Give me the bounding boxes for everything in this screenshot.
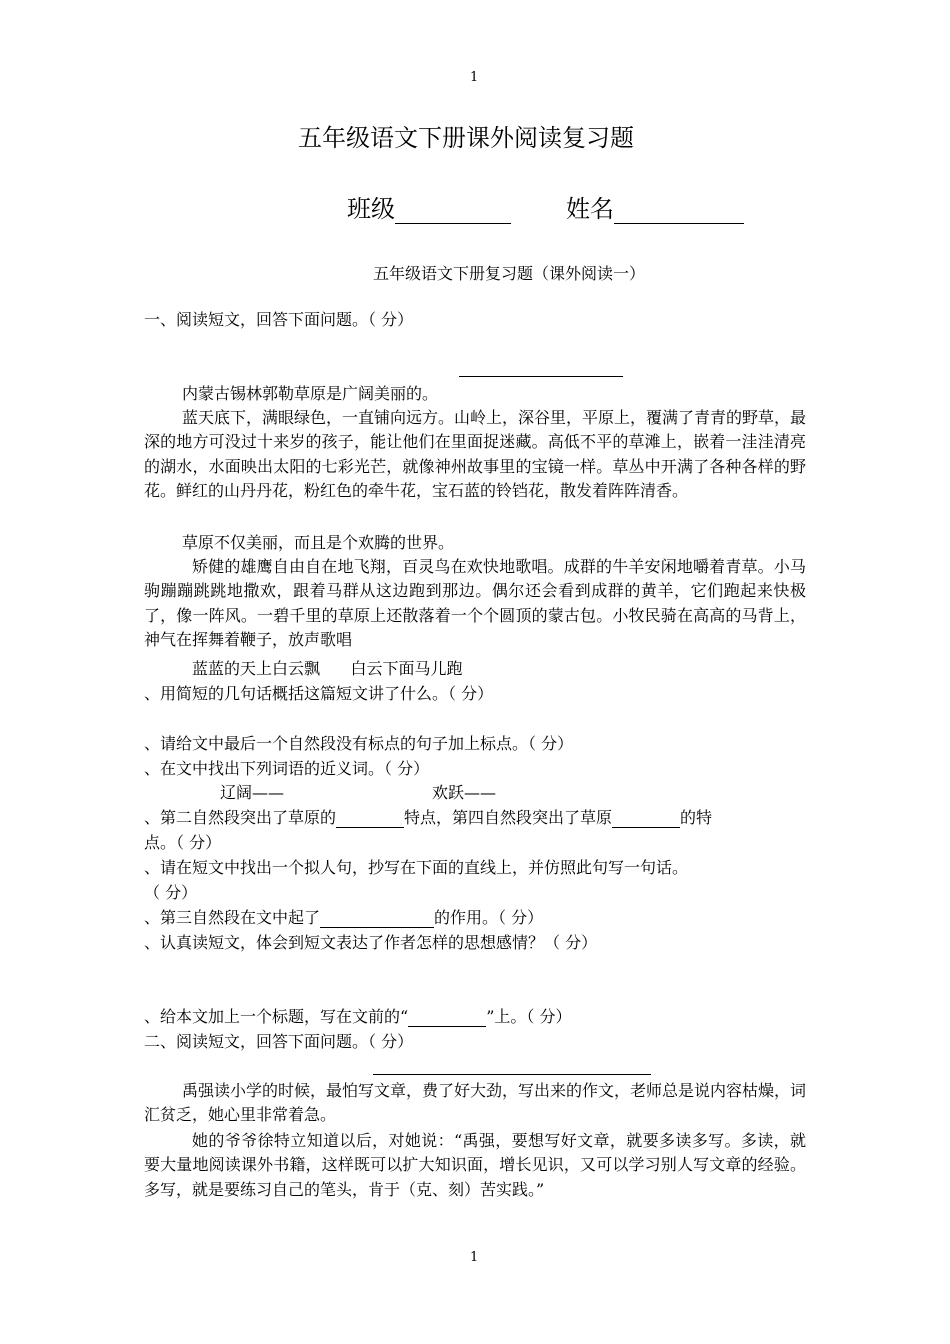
question-1: 、用简短的几句话概括这篇短文讲了什么。（ 分） xyxy=(144,684,494,703)
title-blank-line-1[interactable] xyxy=(459,376,623,377)
name-blank[interactable] xyxy=(614,189,744,224)
question-4 xyxy=(144,805,712,828)
synonym-word-1: 辽阔—— xyxy=(220,783,285,802)
q4-blank-1[interactable] xyxy=(336,809,404,828)
section2-paragraph-1: 禹强读小学的时候，最怕写文章，费了好大劲，写出来的作文，老师总是说内容枯燥，词汇贫乏，她心里非常着急。 xyxy=(144,1081,807,1125)
question-5-continued: （ 分） xyxy=(144,883,198,902)
page-number-top: 1 xyxy=(470,70,479,85)
section2-paragraph-2: 她的爷爷徐特立知道以后，对她说：“禹强，要想写好文章，就要多读多写。多读，就要大量地阅读课外书籍，这样既可以扩大知识面，增长见识，又可以学习别人写文章的经验。多写，就是要练习自己的笔头，肯于（克、刻）苦实践。” xyxy=(144,1131,806,1199)
section1-heading: 一、阅读短文，回答下面问题。（ 分） xyxy=(144,310,414,329)
synonym-word-2: 欢跃—— xyxy=(432,783,497,802)
name-field xyxy=(566,189,744,224)
question-8 xyxy=(144,1004,571,1027)
section1-paragraph-2: 蓝天底下，满眼绿色，一直铺向远方。山岭上，深谷里，平原上，覆满了青青的野草，最深的地方可没过十来岁的孩子，能让他们在里面捉迷藏。高低不平的草滩上，嵌着一洼洼清亮的湖水，水面映出太阳的七彩光芒，就像神州故事里的宝镜一样。草丛中开满了各种各样的野花。鲜红的山丹丹花，粉红色的牵牛花，宝石蓝的铃铛花，散发着阵阵清香。 xyxy=(144,408,807,500)
section2-heading: 二、阅读短文，回答下面问题。（ 分） xyxy=(144,1032,414,1051)
title-blank-line-2[interactable] xyxy=(373,1074,651,1075)
section-subtitle: 五年级语文下册复习题（课外阅读一） xyxy=(373,264,646,283)
document-title: 五年级语文下册课外阅读复习题 xyxy=(298,124,634,152)
question-8-part-a: 、给本文加上一个标题，写在文前的“ xyxy=(144,1007,409,1026)
section1-paragraph-1: 内蒙古锡林郭勒草原是广阔美丽的。 xyxy=(182,384,439,403)
q6-blank[interactable] xyxy=(320,909,434,928)
section1-paragraph-5: 蓝蓝的天上白云飘 白云下面马儿跑 xyxy=(192,659,463,678)
class-blank[interactable] xyxy=(395,189,511,224)
question-6-part-b: 的作用。（ 分） xyxy=(434,908,544,927)
name-label: 姓名 xyxy=(566,195,614,223)
question-6-part-a: 、第三自然段在文中起了 xyxy=(144,908,321,927)
q8-blank[interactable] xyxy=(408,1008,486,1027)
question-3: 、在文中找出下列词语的近义词。（ 分） xyxy=(144,759,430,778)
section1-paragraph-4: 矫健的雄鹰自由自在地飞翔，百灵鸟在欢快地歌唱。成群的牛羊安闲地嚼着青草。小马驹蹦蹦跳跳地撒欢，跟着马群从这边跑到那边。偶尔还会看到成群的黄羊，它们跑起来快极了，像一阵风。一碧千里的草原上还散落着一个个圆顶的蒙古包。小牧民骑在高高的马背上，神气在挥舞着鞭子，放声歌唱 xyxy=(144,557,806,649)
question-4-continued: 点。（ 分） xyxy=(144,833,222,852)
question-7: 、认真读短文，体会到短文表达了作者怎样的思想感情？（ 分） xyxy=(144,933,598,952)
question-4-part-a: 、第二自然段突出了草原的 xyxy=(144,808,337,827)
question-4-part-b: 特点，第四自然段突出了草原 xyxy=(404,808,613,827)
question-4-part-c: 的特 xyxy=(680,808,713,827)
question-8-part-b: ”上。（ 分） xyxy=(486,1007,572,1026)
question-2: 、请给文中最后一个自然段没有标点的句子加上标点。（ 分） xyxy=(144,734,574,753)
page-number-bottom: 1 xyxy=(470,1250,479,1265)
question-5: 、请在短文中找出一个拟人句，抄写在下面的直线上，并仿照此句写一句话。 xyxy=(144,858,689,877)
q4-blank-2[interactable] xyxy=(612,809,680,828)
section1-paragraph-3: 草原不仅美丽，而且是个欢腾的世界。 xyxy=(182,533,455,552)
question-6 xyxy=(144,905,543,928)
class-label: 班级 xyxy=(347,195,395,223)
class-field xyxy=(347,189,511,224)
